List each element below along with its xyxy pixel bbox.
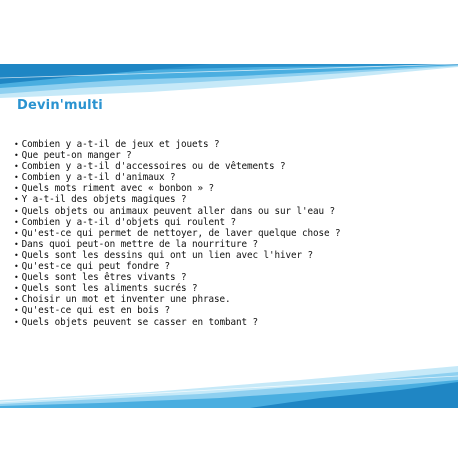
bullet-icon: • [14, 273, 19, 283]
question-text: Choisir un mot et inventer une phrase. [21, 294, 231, 306]
bullet-icon: • [14, 306, 19, 316]
bullet-icon: • [14, 140, 19, 149]
bullet-icon: • [14, 250, 19, 260]
bullet-icon: • [14, 184, 19, 194]
bullet-icon: • [14, 239, 19, 249]
question-text: Quels sont les aliments sucrés ? [21, 283, 198, 295]
question-text: Qu'est-ce qui est en bois ? [21, 305, 171, 317]
question-text: Qu'est-ce qui permet de nettoyer, de laver quelque chose ? [21, 227, 341, 239]
bullet-icon: • [14, 173, 19, 183]
list-item [14, 239, 444, 250]
list-item [14, 294, 444, 305]
question-text: Quels objets ou animaux peuvent aller dans ou sur l'eau ? [21, 205, 335, 217]
list-item [14, 194, 444, 205]
question-text: Quels sont les êtres vivants ? [21, 272, 187, 284]
list-item [14, 261, 444, 272]
list-item [14, 250, 444, 261]
bullet-icon: • [14, 151, 19, 161]
page-title: Devin'multi [17, 98, 103, 113]
bullet-icon: • [14, 206, 19, 216]
bullet-icon: • [14, 228, 19, 238]
list-item [14, 283, 444, 294]
list-item [14, 217, 444, 228]
list-item [14, 139, 444, 150]
bullet-icon: • [14, 295, 19, 305]
question-text: Combien y a-t-il de jeux et jouets ? [21, 139, 220, 150]
question-list [14, 139, 444, 328]
top-wave-banner [0, 64, 458, 98]
question-text: Combien y a-t-il d'animaux ? [21, 172, 176, 184]
bottom-wave-banner [0, 366, 458, 408]
list-item [14, 161, 444, 172]
question-text: Quels mots riment avec « bonbon » ? [21, 183, 215, 195]
question-text: Combien y a-t-il d'accessoires ou de vêtements ? [21, 161, 286, 173]
bullet-icon: • [14, 262, 19, 272]
question-text: Quels objets peuvent se casser en tombant ? [21, 316, 259, 328]
bullet-icon: • [14, 284, 19, 294]
bullet-icon: • [14, 217, 19, 227]
list-item [14, 172, 444, 183]
list-item [14, 150, 444, 161]
list-item [14, 317, 444, 328]
question-text: Dans quoi peut-on mettre de la nourriture ? [21, 238, 259, 250]
question-text: Qu'est-ce qui peut fondre ? [21, 261, 171, 273]
bullet-icon: • [14, 317, 19, 327]
list-item [14, 183, 444, 194]
question-text: Que peut-on manger ? [21, 150, 132, 162]
question-text: Combien y a-t-il d'objets qui roulent ? [21, 216, 237, 228]
list-item [14, 272, 444, 283]
list-item [14, 206, 444, 217]
question-text: Quels sont les dessins qui ont un lien avec l'hiver ? [21, 249, 313, 261]
list-item [14, 305, 444, 316]
bullet-icon: • [14, 162, 19, 172]
list-item [14, 228, 444, 239]
question-text: Y a-t-il des objets magiques ? [21, 194, 187, 206]
bullet-icon: • [14, 195, 19, 205]
